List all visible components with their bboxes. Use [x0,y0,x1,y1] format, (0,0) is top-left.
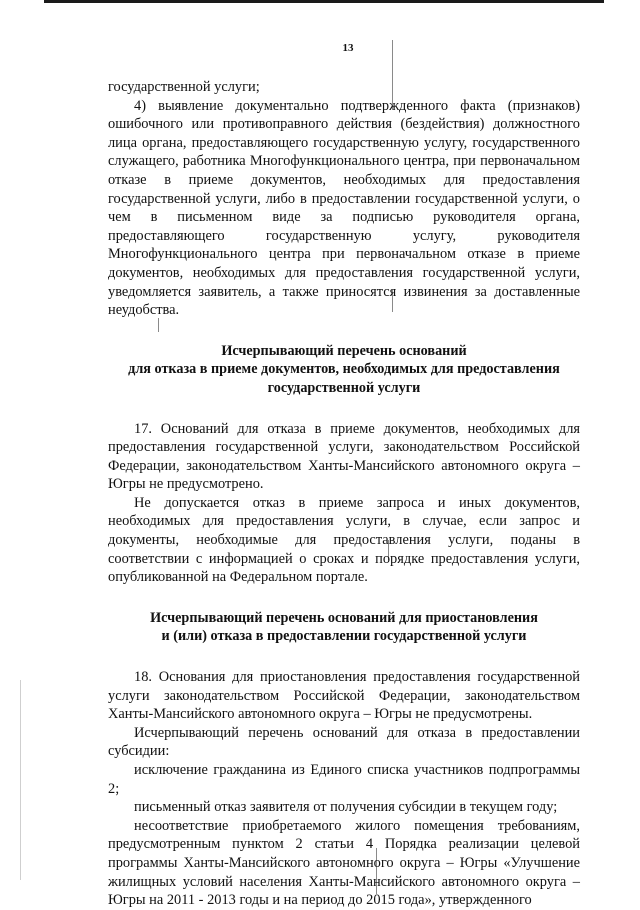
paragraph: Исчерпывающий перечень оснований для отказа в предоставлении субсидии: [108,724,580,760]
paragraph: 17. Оснований для отказа в приеме документов, необходимых для предоставления государственной услуги, законодательством Российской Федерации, законодательством Ханты-Мансийского автономного округа – Югры не предусмотрено. [108,420,580,493]
paragraph: Не допускается отказ в приеме запроса и иных документов, необходимых для предоставления услуги, в случае, если запрос и документы, необходимые для предоставления услуги, поданы в соответствии с информацией о сроках и порядке предоставления услуги, опубликованной на Федеральном портале. [108,494,580,586]
paragraph: письменный отказ заявителя от получения субсидии в текущем году; [134,799,558,816]
section-heading [108,609,580,646]
page-number: 13 [342,42,354,54]
scan-mark [20,680,21,880]
section-heading-line: Исчерпывающий перечень оснований [221,342,467,359]
paragraph: несоответствие приобретаемого жилого помещения требованиям, предусмотренным пунктом 2 статьи 4 Порядка реализации целевой программы Ханты-Мансийского автономного округа – Югры «Улучшение жилищных условий населения Ханты-Мансийского автономного округа – Югры на 2011 - 2013 годы и на период до 2015 года», утвержденного [108,817,580,909]
paragraph: 4) выявление документально подтвержденного факта (признаков) ошибочного или противоправного действия (бездействия) должностного лица органа, предоставляющего государственную услугу, государственного служащего, работника Многофункционального центра, при первоначальном отказе в приеме документов, необходимых для предоставления государственной услуги, либо в предоставлении государственной услуги, о чем в письменном виде за подписью руководителя органа, предоставляющего государственную услугу, руководителя Многофункционального центра при первоначальном отказе в приеме документов, необходимых для предоставления государственной услуги, уведомляется заявитель, а также приносятся извинения за доставленные неудобства. [108,97,580,319]
paragraph: исключение гражданина из Единого списка участников подпрограммы 2; [108,762,580,797]
section-heading-line: и (или) отказа в предоставлении государственной услуги [161,628,527,645]
section-heading [108,342,580,398]
section-heading-line: для отказа в приеме документов, необходимых для предоставления [128,361,560,378]
paragraph: государственной услуги; [108,79,260,95]
paragraph: 18. Основания для приостановления предоставления государственной услуги законодательством Российской Федерации, законодательством Ханты-Мансийского автономного округа – Югры не предусмотрены. [108,669,580,723]
section-heading-line: государственной услуги [267,379,421,396]
section-heading-line: Исчерпывающий перечень оснований для приостановления [150,609,538,626]
document-body [108,78,580,910]
top-border-line [44,0,604,3]
